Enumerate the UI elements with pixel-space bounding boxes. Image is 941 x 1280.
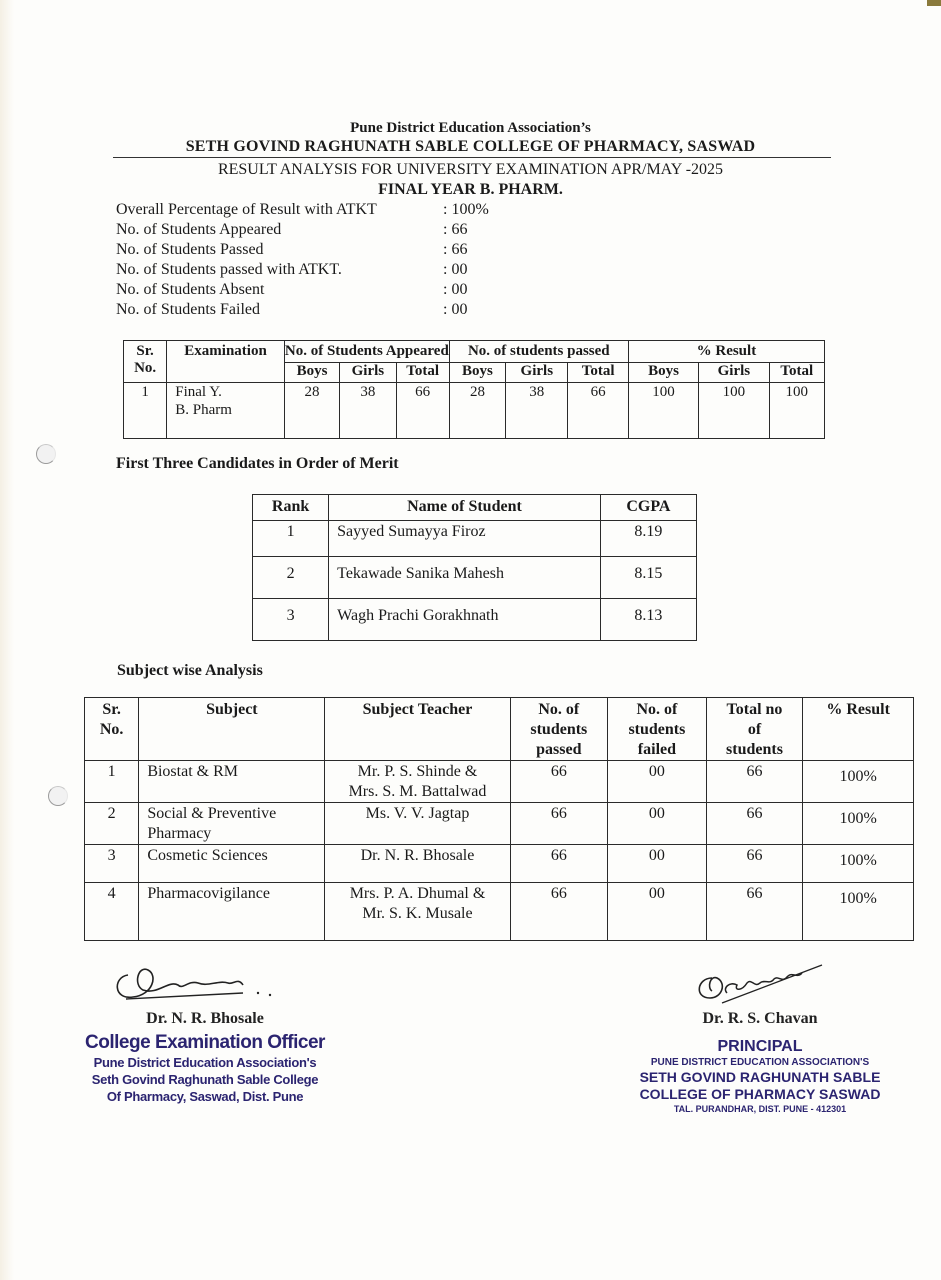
merit-heading: First Three Candidates in Order of Merit: [116, 455, 399, 472]
cell-passed-boys: 28: [449, 383, 505, 439]
cell-failed: 00: [608, 883, 707, 941]
cell-subject: [139, 883, 325, 941]
stamp-line: Pune District Education Association's: [93, 1055, 317, 1070]
cell-student-name: Sayyed Sumayya Firoz: [329, 521, 601, 557]
cell-teacher: [325, 803, 510, 845]
cell-rank: 3: [253, 599, 329, 641]
table-row: [124, 383, 825, 439]
summary-label: No. of Students passed with ATKT.: [116, 261, 342, 278]
summary-value: : 00: [443, 261, 468, 278]
examination-line: Final Y.: [175, 384, 222, 400]
column-header-appeared: No. of Students Appeared: [284, 341, 449, 363]
summary-row: [116, 240, 489, 260]
punch-hole-icon: [36, 444, 56, 464]
cell-result-boys: 100: [628, 383, 698, 439]
teacher-line: Mr. P. S. Shinde &: [357, 763, 478, 780]
column-header-name: Name of Student: [329, 495, 601, 521]
subheader-boys: Boys: [628, 363, 698, 383]
subheader-girls: Girls: [506, 363, 568, 383]
header-line: failed: [637, 741, 677, 758]
stamp-line: Of Pharmacy, Saswad, Dist. Pune: [106, 1089, 304, 1104]
header-divider: [113, 157, 831, 158]
signatory-exam-officer: [60, 955, 350, 1105]
cell-passed: 66: [510, 845, 608, 883]
handwritten-signature-icon: [682, 953, 862, 1013]
column-header-subject: Subject: [139, 698, 325, 761]
subheader-girls: Girls: [699, 363, 769, 383]
teacher-line: Mrs. P. A. Dhumal &: [349, 885, 486, 902]
subject-line: Social & Preventive: [147, 805, 277, 822]
punch-hole-icon: [48, 786, 68, 806]
signatory-principal: [610, 955, 910, 1115]
subject-line: Pharmacovigilance: [147, 885, 270, 902]
teacher-line: Ms. V. V. Jagtap: [365, 805, 470, 822]
cell-result: 100%: [803, 883, 914, 941]
cell-rank: 2: [253, 557, 329, 599]
header-line: No. of: [538, 701, 580, 718]
subject-analysis-table: [84, 697, 914, 941]
cell-rank: 1: [253, 521, 329, 557]
cell-student-name: Wagh Prachi Gorakhnath: [329, 599, 601, 641]
subject-analysis-heading: Subject wise Analysis: [117, 662, 263, 679]
cell-passed-total: 66: [568, 383, 628, 439]
cell-subject: [139, 761, 325, 803]
cell-sr: 3: [85, 845, 139, 883]
document-header: [0, 119, 941, 157]
exam-result-table: [123, 340, 825, 439]
summary-label: Overall Percentage of Result with ATKT: [116, 201, 377, 218]
teacher-line: Mrs. S. M. Battalwad: [348, 783, 487, 800]
summary-row: [116, 280, 489, 300]
summary-value: : 00: [443, 301, 468, 318]
header-text: Sr. No.: [134, 343, 157, 376]
column-header-passed: No. of students passed: [449, 341, 628, 363]
cell-result-girls: 100: [699, 383, 769, 439]
stamp-title: PRINCIPAL: [717, 1038, 803, 1055]
column-header-cgpa: CGPA: [600, 495, 696, 521]
stamp-line: TAL. PURANDHAR, DIST. PUNE - 412301: [673, 1104, 847, 1114]
cell-total: 66: [706, 845, 803, 883]
header-line: of: [747, 721, 762, 738]
table-row: [85, 761, 914, 803]
subheader-boys: Boys: [284, 363, 339, 383]
cell-appeared-boys: 28: [284, 383, 339, 439]
cell-passed-girls: 38: [506, 383, 568, 439]
cell-passed: 66: [510, 761, 608, 803]
table-header-row: [124, 341, 825, 363]
header-line: No. of: [636, 701, 678, 718]
column-header-sr: [124, 341, 167, 383]
header-line: Sr.: [102, 701, 121, 718]
cell-cgpa: 8.19: [600, 521, 696, 557]
stamp-title: College Examination Officer: [85, 1032, 325, 1053]
teacher-line: Mr. S. K. Musale: [362, 905, 473, 922]
column-header-examination: Examination: [167, 341, 285, 383]
subheader-total: Total: [769, 363, 824, 383]
cell-sr: 4: [85, 883, 139, 941]
summary-label: No. of Students Failed: [116, 301, 260, 318]
handwritten-signature-icon: [108, 955, 308, 1010]
summary-value: : 00: [443, 281, 468, 298]
result-summary: [116, 200, 489, 320]
summary-row: [116, 220, 489, 240]
signature-chavan: [610, 955, 910, 1010]
column-header-sr: [85, 698, 139, 761]
table-row: [85, 883, 914, 941]
table-header-row: [85, 698, 914, 761]
cell-sr: 1: [85, 761, 139, 803]
cell-result: 100%: [803, 761, 914, 803]
table-row: [253, 557, 697, 599]
cell-passed: 66: [510, 883, 608, 941]
column-header-failed: [608, 698, 707, 761]
summary-row: [116, 200, 489, 220]
stamp-line: PUNE DISTRICT EDUCATION ASSOCIATION'S: [650, 1057, 870, 1068]
header-line: passed: [536, 741, 582, 758]
subject-line: Biostat & RM: [147, 763, 238, 780]
teacher-line: Dr. N. R. Bhosale: [360, 847, 475, 864]
header-line: No.: [99, 721, 124, 738]
subheader-girls: Girls: [340, 363, 396, 383]
summary-label: No. of Students Appeared: [116, 221, 282, 238]
subject-line: Pharmacy: [147, 825, 212, 842]
cell-result: 100%: [803, 803, 914, 845]
cell-teacher: [325, 761, 510, 803]
cell-failed: 00: [608, 845, 707, 883]
cell-appeared-girls: 38: [340, 383, 396, 439]
table-row: [253, 599, 697, 641]
summary-row: [116, 260, 489, 280]
subheader-total: Total: [396, 363, 449, 383]
cell-sr: 1: [124, 383, 167, 439]
header-line: students: [530, 721, 588, 738]
header-line: students: [726, 741, 783, 758]
stamp-line: COLLEGE OF PHARMACY SASWAD: [639, 1086, 881, 1102]
summary-value: : 100%: [443, 201, 489, 218]
cell-result-total: 100: [769, 383, 824, 439]
column-header-passed: [510, 698, 608, 761]
cell-result: 100%: [803, 845, 914, 883]
report-title: RESULT ANALYSIS FOR UNIVERSITY EXAMINATION APR/MAY -2025: [217, 161, 724, 178]
header-line: students: [628, 721, 686, 738]
stamp-line: Seth Govind Raghunath Sable College: [91, 1072, 319, 1087]
summary-value: : 66: [443, 241, 468, 258]
cell-total: 66: [706, 803, 803, 845]
header-line: Total no: [726, 701, 783, 718]
summary-label: No. of Students Passed: [116, 241, 264, 258]
cell-failed: 00: [608, 803, 707, 845]
column-header-rank: Rank: [253, 495, 329, 521]
summary-row: [116, 300, 489, 320]
merit-table: [252, 494, 697, 641]
cell-sr: 2: [85, 803, 139, 845]
summary-value: : 66: [443, 221, 468, 238]
subheader-boys: Boys: [449, 363, 505, 383]
paper-corner-mark: [927, 0, 941, 6]
signatory-name: Dr. N. R. Bhosale: [146, 1010, 264, 1027]
cell-teacher: [325, 883, 510, 941]
signatory-name: Dr. R. S. Chavan: [702, 1010, 818, 1027]
subheader-total: Total: [568, 363, 628, 383]
cell-student-name: Tekawade Sanika Mahesh: [329, 557, 601, 599]
cell-cgpa: 8.13: [600, 599, 696, 641]
association-name: Pune District Education Association’s: [350, 120, 591, 136]
column-header-teacher: Subject Teacher: [325, 698, 510, 761]
class-title: FINAL YEAR B. PHARM.: [378, 181, 563, 198]
summary-label: No. of Students Absent: [116, 281, 265, 298]
cell-cgpa: 8.15: [600, 557, 696, 599]
cell-appeared-total: 66: [396, 383, 449, 439]
table-header-row: [253, 495, 697, 521]
cell-subject: [139, 803, 325, 845]
table-row: [85, 803, 914, 845]
cell-failed: 00: [608, 761, 707, 803]
cell-passed: 66: [510, 803, 608, 845]
cell-total: 66: [706, 761, 803, 803]
column-header-total: [706, 698, 803, 761]
stamp-line: SETH GOVIND RAGHUNATH SABLE: [639, 1069, 881, 1085]
cell-subject: [139, 845, 325, 883]
column-header-result: % Result: [803, 698, 914, 761]
cell-total: 66: [706, 883, 803, 941]
examination-line: B. Pharm: [175, 402, 232, 418]
table-row: [85, 845, 914, 883]
college-name: SETH GOVIND RAGHUNATH SABLE COLLEGE OF PHARMACY, SASWAD: [185, 138, 756, 155]
cell-teacher: [325, 845, 510, 883]
subject-line: Cosmetic Sciences: [147, 847, 268, 864]
signature-bhosale: [60, 955, 350, 1010]
table-row: [253, 521, 697, 557]
cell-examination: [167, 383, 285, 439]
column-header-result: % Result: [628, 341, 824, 363]
